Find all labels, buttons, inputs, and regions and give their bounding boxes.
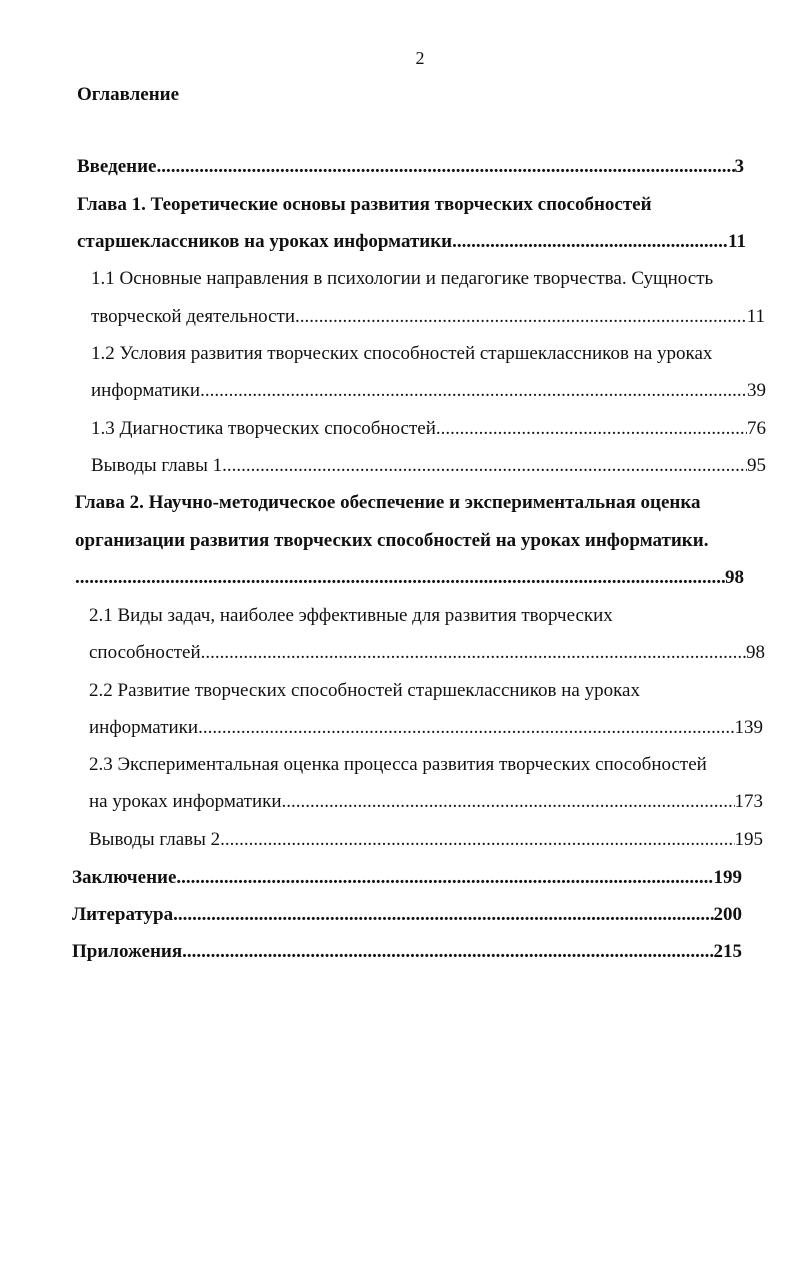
toc-entry-s12-line: 1.2 Условия развития творческих способностей старшеклассников на уроках	[91, 343, 713, 364]
toc-entry-text: Выводы главы 2.	[89, 829, 225, 850]
toc-entry-ch2-line-2: организации развития творческих способностей на уроках информатики.	[75, 530, 709, 551]
toc-page-number: 215	[713, 941, 742, 962]
toc-page-number: 11	[746, 306, 765, 327]
toc-entry-text: Введение	[77, 156, 157, 177]
toc-entry-appendices	[72, 939, 742, 965]
toc-entry-ch2	[75, 565, 744, 591]
toc-entry-text: 1.3 Диагностика творческих способностей.	[91, 418, 441, 439]
toc-page-number: 195	[734, 829, 763, 850]
toc-entry-s11-line: 1.1 Основные направления в психологии и педагогике творчества. Сущность	[91, 268, 714, 289]
toc-entry-s23	[89, 789, 763, 815]
toc-leader-dots	[181, 865, 713, 891]
toc-entry-text: на уроках информатики.	[89, 791, 287, 812]
toc-page-number: 200	[713, 904, 742, 925]
page-number: 2	[415, 48, 425, 68]
toc-entry-ch1	[77, 229, 746, 255]
toc-page-number: 139	[734, 717, 763, 738]
toc-entry-s21	[89, 640, 765, 666]
toc-leader-dots	[300, 304, 747, 330]
toc-page-number: 39	[747, 380, 766, 401]
toc-page-number: 173	[734, 791, 763, 812]
toc-page-number: 11	[728, 231, 746, 252]
toc-entry-conclusion	[72, 865, 742, 891]
toc-title: Оглавление	[77, 84, 180, 105]
toc-leader-dots	[205, 378, 747, 404]
toc-entry-ch2-line-1: Глава 2. Научно-методическое обеспечение и экспериментальная оценка	[75, 492, 701, 513]
toc-entry-s12	[91, 378, 766, 404]
toc-entry-s21-line: 2.1 Виды задач, наиболее эффективные для развития творческих	[89, 605, 613, 626]
toc-entry-text: старшеклассников на уроках информатики.	[77, 231, 457, 252]
toc-leader-dots	[225, 827, 735, 853]
toc-entry-text: Литература.	[72, 904, 178, 925]
toc-leader-dots	[178, 902, 714, 928]
toc-entry-s23-line: 2.3 Экспериментальная оценка процесса развития творческих способностей	[89, 754, 707, 775]
toc-page-number: 199	[713, 867, 742, 888]
toc-page-number: 95	[747, 455, 766, 476]
toc-page-number: 98	[746, 642, 765, 663]
toc-leader-dots	[157, 154, 735, 180]
toc-leader-dots	[441, 416, 747, 442]
toc-leader-dots	[203, 715, 735, 741]
toc-leader-dots	[205, 640, 746, 666]
toc-leader-dots	[75, 565, 725, 591]
toc-entry-text: информатики.	[91, 380, 205, 401]
toc-entry-c1	[91, 453, 766, 479]
toc-entry-s13	[91, 416, 766, 442]
toc-leader-dots	[182, 939, 713, 965]
toc-entry-text: информатики.	[89, 717, 203, 738]
toc-page-number: 76	[747, 418, 766, 439]
toc-entry-text: способностей.	[89, 642, 206, 663]
toc-entry-text: творческой деятельности.	[91, 306, 300, 327]
toc-leader-dots	[286, 789, 734, 815]
toc-entry-text: Приложения	[72, 941, 183, 962]
toc-entry-c2	[89, 827, 763, 853]
toc-entry-s22-line: 2.2 Развитие творческих способностей старшеклассников на уроках	[89, 680, 640, 701]
toc-entry-literature	[72, 902, 742, 928]
toc-page-number: 3	[734, 156, 744, 177]
toc-leader-dots	[227, 453, 747, 479]
toc-entry-text: Выводы главы 1.	[91, 455, 227, 476]
toc-page-number: 98	[725, 567, 744, 588]
toc-entry-intro	[77, 154, 744, 180]
toc-entry-s11	[91, 304, 765, 330]
toc-entry-s22	[89, 715, 763, 741]
toc-entry-ch1-line: Глава 1. Теоретические основы развития творческих способностей	[77, 194, 652, 215]
toc-entry-text: Заключение.	[72, 867, 182, 888]
toc-leader-dots	[457, 229, 728, 255]
